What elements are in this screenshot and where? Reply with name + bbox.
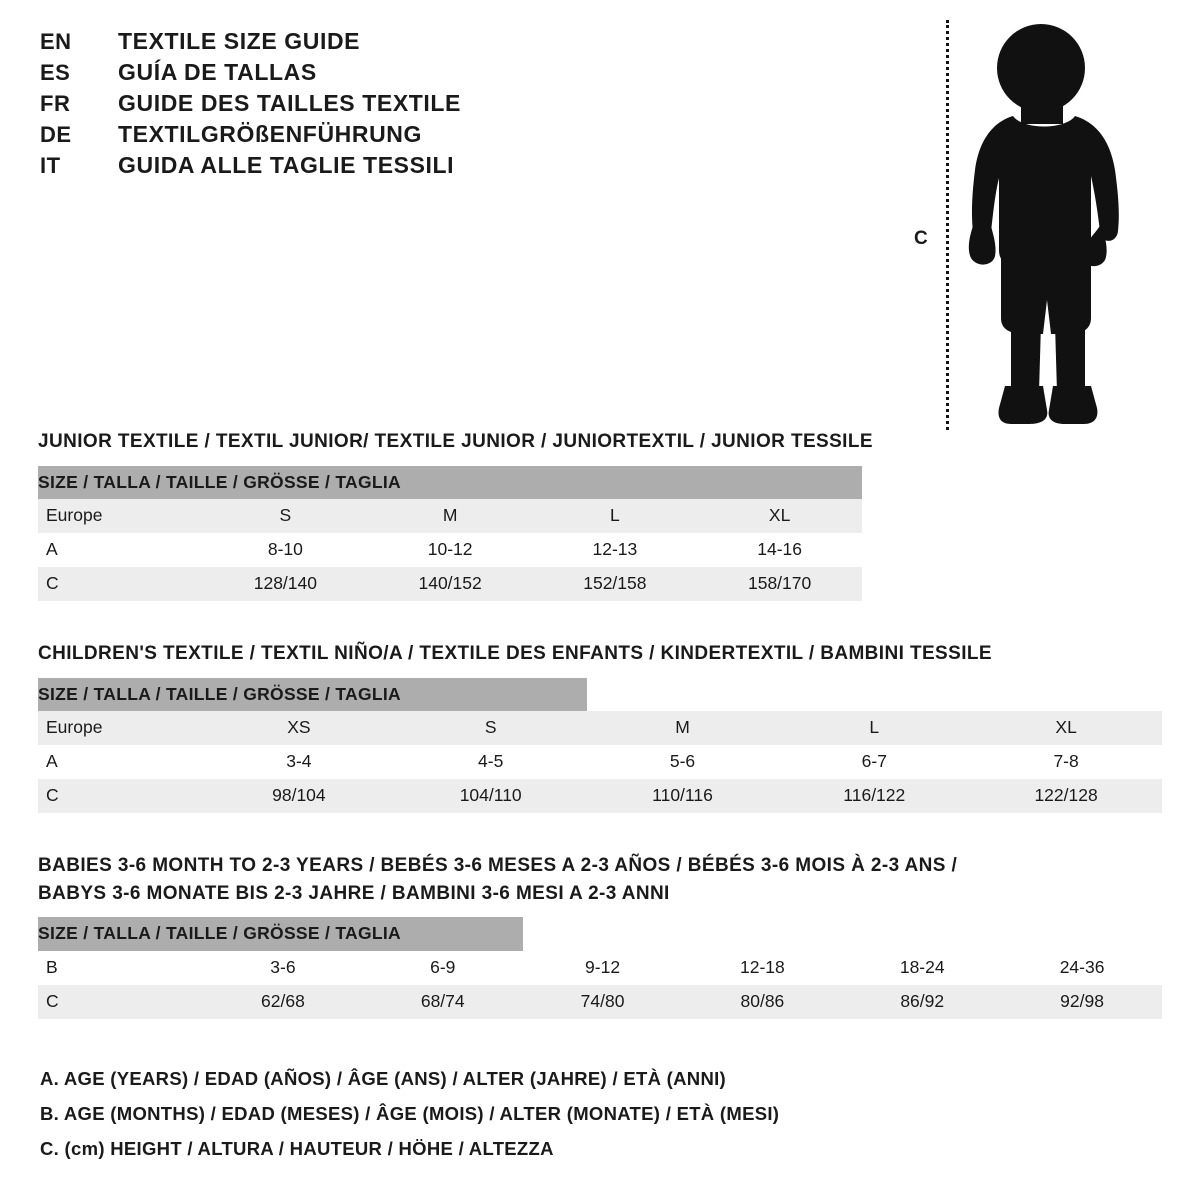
table-row — [38, 745, 1162, 779]
measure-label-c: C — [914, 228, 928, 249]
language-code: DE — [40, 122, 72, 147]
cell: 86/92 — [842, 985, 1002, 1019]
language-row — [40, 121, 660, 148]
cell: 128/140 — [203, 567, 368, 601]
cell: 12-18 — [682, 951, 842, 985]
cell: S — [203, 499, 368, 533]
cell: 104/110 — [395, 779, 587, 813]
cell: 9-12 — [523, 951, 683, 985]
cell: 158/170 — [697, 567, 862, 601]
height-dashed-line — [946, 20, 949, 430]
cell: 12-13 — [533, 533, 698, 567]
cell: 3-4 — [203, 745, 395, 779]
section-babies-textile — [38, 852, 1162, 1019]
cell: 6-7 — [778, 745, 970, 779]
size-table-junior — [38, 466, 1162, 602]
cell: 18-24 — [842, 951, 1002, 985]
table-band-header — [38, 917, 1162, 951]
cell: 7-8 — [970, 745, 1162, 779]
cell: M — [587, 711, 779, 745]
section-title: CHILDREN'S TEXTILE / TEXTIL NIÑO/A / TEXTILE DES ENFANTS / KINDERTEXTIL / BAMBINI TESSILE — [38, 643, 992, 664]
cell: 152/158 — [533, 567, 698, 601]
table-row — [38, 499, 1162, 533]
cell: S — [395, 711, 587, 745]
cell: 92/98 — [1002, 985, 1162, 1019]
cell: L — [533, 499, 698, 533]
language-title: GUÍA DE TALLAS — [118, 59, 317, 85]
row-label: C — [38, 779, 203, 813]
table-band-header — [38, 678, 1162, 712]
row-label: B — [38, 951, 203, 985]
language-title: TEXTILGRÖßENFÜHRUNG — [118, 121, 422, 147]
size-table-babies — [38, 917, 1162, 1019]
language-title: TEXTILE SIZE GUIDE — [118, 28, 361, 54]
cell: 4-5 — [395, 745, 587, 779]
cell: 68/74 — [363, 985, 523, 1019]
cell: 74/80 — [523, 985, 683, 1019]
cell: 8-10 — [203, 533, 368, 567]
row-label: C — [38, 985, 203, 1019]
table-band-header — [38, 466, 1162, 500]
language-title-block — [40, 28, 660, 183]
row-filler — [862, 499, 1162, 533]
band-label: SIZE / TALLA / TAILLE / GRÖSSE / TAGLIA — [38, 678, 587, 712]
footnote-b: B. AGE (MONTHS) / EDAD (MESES) / ÂGE (MOIS) / ALTER (MONATE) / ETÀ (MESI) — [40, 1103, 780, 1124]
table-row — [38, 711, 1162, 745]
language-row — [40, 90, 660, 117]
table-row — [38, 533, 1162, 567]
cell: 98/104 — [203, 779, 395, 813]
cell: 116/122 — [778, 779, 970, 813]
language-row — [40, 152, 660, 179]
cell: L — [778, 711, 970, 745]
table-row — [38, 779, 1162, 813]
section-junior-textile — [38, 428, 1162, 601]
language-code: FR — [40, 91, 71, 116]
row-label: C — [38, 567, 203, 601]
band-filler — [587, 678, 1162, 712]
cell: 5-6 — [587, 745, 779, 779]
language-code: EN — [40, 29, 72, 54]
cell: 140/152 — [368, 567, 533, 601]
language-row — [40, 28, 660, 55]
cell: XL — [697, 499, 862, 533]
footnote-c: C. (cm) HEIGHT / ALTURA / HAUTEUR / HÖHE / ALTEZZA — [40, 1138, 554, 1159]
language-code: IT — [40, 153, 61, 178]
child-silhouette-icon — [955, 18, 1155, 430]
table-row — [38, 985, 1162, 1019]
row-label: A — [38, 745, 203, 779]
language-row — [40, 59, 660, 86]
cell: 24-36 — [1002, 951, 1162, 985]
section-childrens-textile — [38, 640, 1162, 813]
band-label: SIZE / TALLA / TAILLE / GRÖSSE / TAGLIA — [38, 917, 523, 951]
row-label: A — [38, 533, 203, 567]
section-title: BABIES 3-6 MONTH TO 2-3 YEARS / BEBÉS 3-6 MESES A 2-3 AÑOS / BÉBÉS 3-6 MOIS À 2-3 ANS / BABYS 3-6 MONATE BIS 2-3 JAHRE / BAMBINI 3-6 MESI A 2-3 ANNI — [38, 855, 958, 904]
language-title: GUIDA ALLE TAGLIE TESSILI — [118, 152, 455, 178]
cell: 122/128 — [970, 779, 1162, 813]
table-row — [38, 567, 1162, 601]
cell: 80/86 — [682, 985, 842, 1019]
row-filler — [862, 567, 1162, 601]
section-title: JUNIOR TEXTILE / TEXTIL JUNIOR/ TEXTILE JUNIOR / JUNIORTEXTIL / JUNIOR TESSILE — [38, 431, 873, 452]
table-row — [38, 951, 1162, 985]
height-measurement-figure — [900, 10, 1190, 430]
legend-footnotes — [40, 1068, 1140, 1173]
cell: 62/68 — [203, 985, 363, 1019]
cell: 14-16 — [697, 533, 862, 567]
row-label: Europe — [38, 499, 203, 533]
band-filler — [862, 466, 1162, 500]
cell: 6-9 — [363, 951, 523, 985]
language-code: ES — [40, 60, 71, 85]
cell: 10-12 — [368, 533, 533, 567]
language-title: GUIDE DES TAILLES TEXTILE — [118, 90, 461, 116]
cell: 110/116 — [587, 779, 779, 813]
cell: XL — [970, 711, 1162, 745]
cell: 3-6 — [203, 951, 363, 985]
cell: M — [368, 499, 533, 533]
size-table-children — [38, 678, 1162, 814]
band-filler — [523, 917, 1162, 951]
row-label: Europe — [38, 711, 203, 745]
band-label: SIZE / TALLA / TAILLE / GRÖSSE / TAGLIA — [38, 466, 862, 500]
cell: XS — [203, 711, 395, 745]
footnote-a: A. AGE (YEARS) / EDAD (AÑOS) / ÂGE (ANS) / ALTER (JAHRE) / ETÀ (ANNI) — [40, 1068, 727, 1089]
row-filler — [862, 533, 1162, 567]
